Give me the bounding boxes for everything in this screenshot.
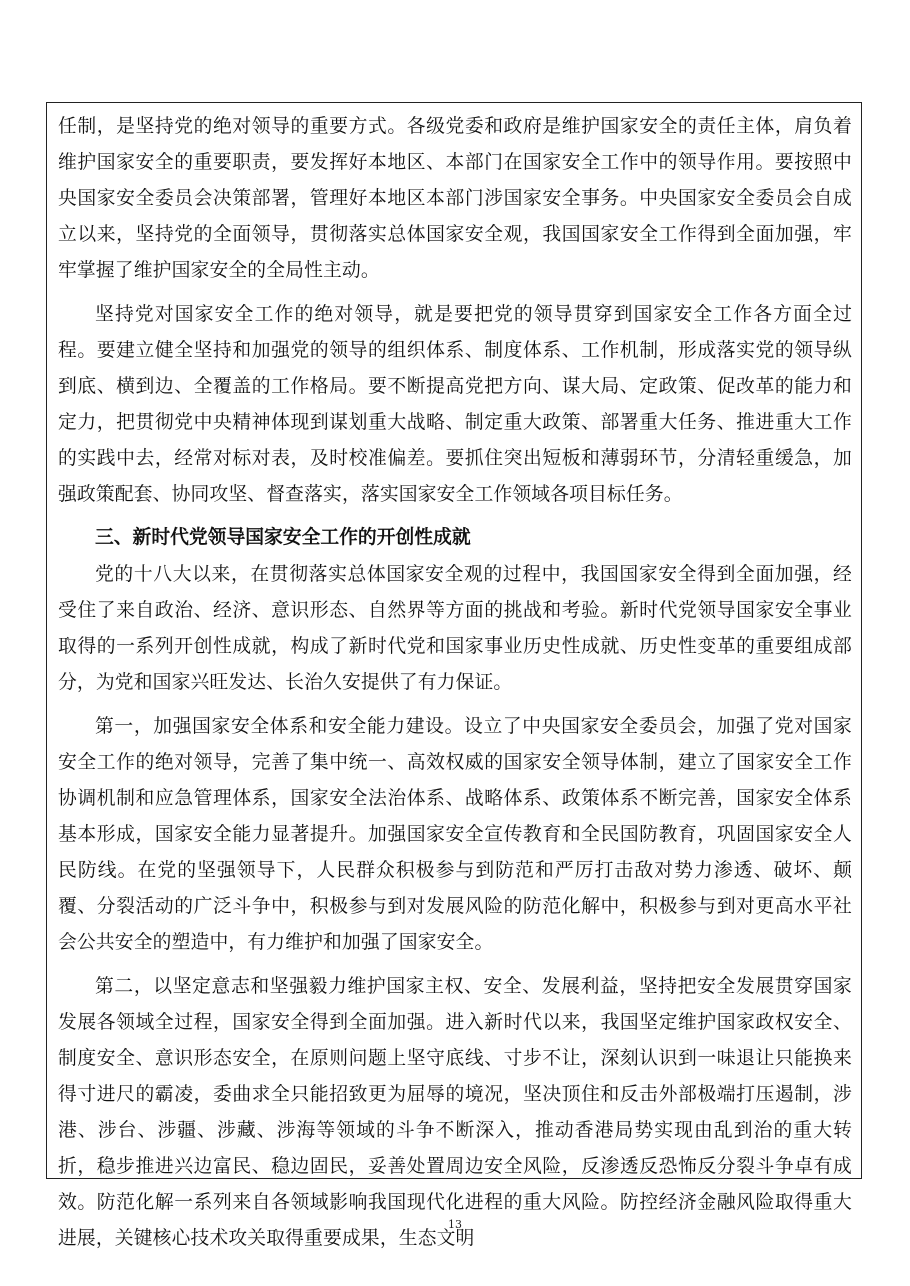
paragraph-absolute-leadership: 坚持党对国家安全工作的绝对领导，就是要把党的领导贯穿到国家安全工作各方面全过程。要建立健全坚持和加强党的领导的组织体系、制度体系、工作机制，形成落实党的领导纵到底、横到边、全覆盖的工作格局。要不断提高党把方向、谋大局、定政策、促改革的能力和定力，把贯彻党中央精神体现到谋划重大战略、制定重大政策、部署重大任务、推进重大工作的实践中去，经常对标对表，及时校准偏差。要抓住突出短板和薄弱环节，分清轻重缓急，加强政策配套、协同攻坚、督查落实，落实国家安全工作领域各项目标任务。 xyxy=(58,304,852,505)
paragraph-second-point: 第二，以坚定意志和坚强毅力维护国家主权、安全、发展利益，坚持把安全发展贯穿国家发展各领域全过程，国家安全得到全面加强。进入新时代以来，我国坚定维护国家政权安全、制度安全、意识形态安全，在原则问题上坚守底线、寸步不让，深刻认识到一味退让只能换来得寸进尺的霸凌，委曲求全只能招致更为屈辱的境况，坚决顶住和反击外部极端打压遏制，涉港、涉台、涉疆、涉藏、涉海等领域的斗争不断深入，推动香港局势实现由乱到治的重大转折，稳步推进兴边富民、稳边固民，妥善处置周边安全风险，反渗透反恐怖反分裂斗争卓有成效。防范化解一系列来自各领域影响我国现代化进程的重大风险。防控经济金融风险取得重大进展，关键核心技术攻关取得重要成果，生态文明 xyxy=(58,976,852,1249)
page-number: 13 xyxy=(448,1218,462,1231)
document-body xyxy=(58,109,852,1257)
paragraph-continuation: 任制，是坚持党的绝对领导的重要方式。各级党委和政府是维护国家安全的责任主体，肩负着维护国家安全的重要职责，要发挥好本地区、本部门在国家安全工作中的领导作用。要按照中央国家安全委员会决策部署，管理好本地区本部门涉国家安全事务。中央国家安全委员会自成立以来，坚持党的全面领导，贯彻落实总体国家安全观，我国国家安全工作得到全面加强，牢牢掌握了维护国家安全的全局性主动。 xyxy=(58,116,852,281)
paragraph-achievements-intro: 党的十八大以来，在贯彻落实总体国家安全观的过程中，我国国家安全得到全面加强，经受住了来自政治、经济、意识形态、自然界等方面的挑战和考验。新时代党领导国家安全事业取得的一系列开创性成就，构成了新时代党和国家事业历史性成就、历史性变革的重要组成部分，为党和国家兴旺发达、长治久安提供了有力保证。 xyxy=(58,564,852,693)
paragraph-first-point: 第一，加强国家安全体系和安全能力建设。设立了中央国家安全委员会，加强了党对国家安全工作的绝对领导，完善了集中统一、高效权威的国家安全领导体制，建立了国家安全工作协调机制和应急管理体系，国家安全法治体系、战略体系、政策体系不断完善，国家安全体系基本形成，国家安全能力显著提升。加强国家安全宣传教育和全民国防教育，巩固国家安全人民防线。在党的坚强领导下，人民群众积极参与到防范和严厉打击敌对势力渗透、破坏、颠覆、分裂活动的广泛斗争中，积极参与到对发展风险的防范化解中，积极参与到对更高水平社会公共安全的塑造中，有力维护和加强了国家安全。 xyxy=(58,716,852,953)
section-heading: 三、新时代党领导国家安全工作的开创性成就 xyxy=(95,527,471,548)
